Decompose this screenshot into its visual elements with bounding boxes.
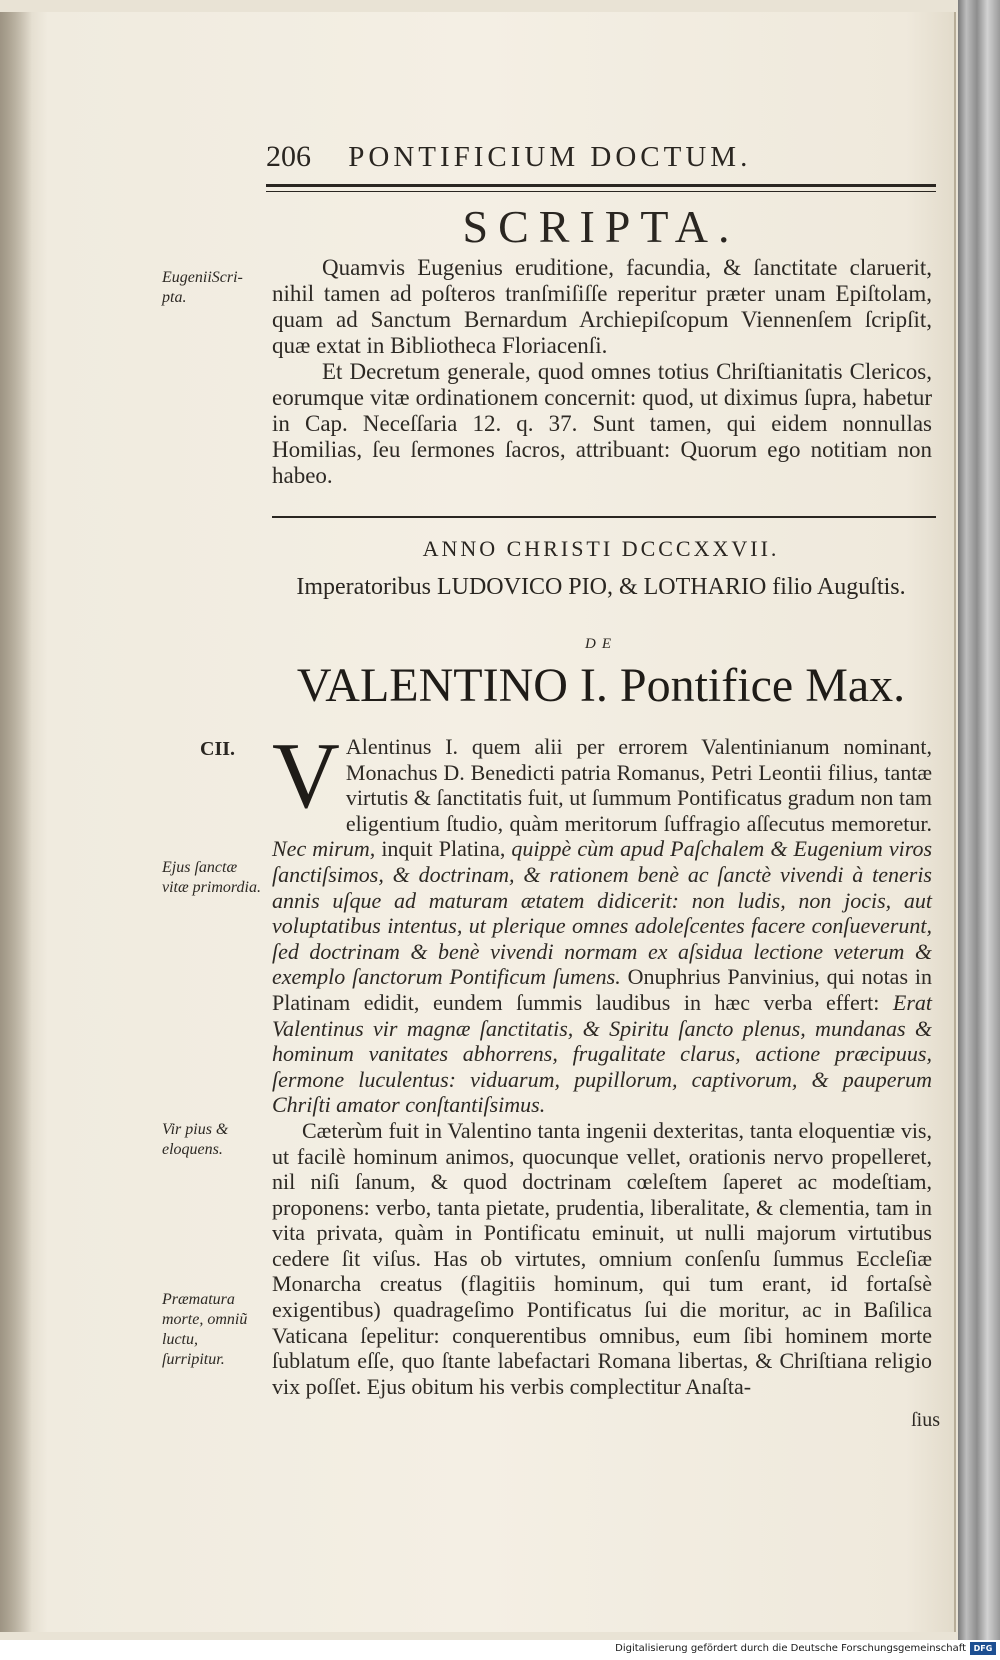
paragraph-1-end: Onuphrius Panvinius, qui notas in Platinam edidit, eundem ſummis laudibus in hæc verba effert:: [272, 964, 933, 1015]
main-text: [272, 724, 933, 1399]
footer-credit: Digitalisierung gefördert durch die Deutsche Forschungsgemeinschaft: [615, 1643, 966, 1654]
de-label: DE: [585, 636, 617, 652]
section-title: SCRIPTA.: [462, 201, 740, 252]
platina-quote: quippè cùm apud Paſchalem & Eugenium viros ſanctiſsimos, & doctrinam, & rationem benè ac ſanctè vivendi à teneris annis uſque ad maturam ætatem didicerit: non ludis, non jocis, aut voluptatibus intentus, ut plerique omnes adoleſcentes facere conſueverunt, ſed doctrinam & benè vivendi normam ex aſsidua lectione veterum & exemplo ſanctorum Pontificum ſumens.: [272, 836, 932, 990]
scripta-text: [272, 255, 932, 489]
quote-lead: Nec mirum,: [272, 836, 376, 862]
running-head: [266, 140, 866, 180]
chapter-number: CII.: [200, 738, 236, 760]
quote-attribution: inquit Platina,: [375, 836, 506, 862]
emperors-line: Imperatoribus LUDOVICO PIO, & LOTHARIO filio Auguſtis.: [296, 574, 906, 600]
margin-note-morte: Præmatura morte, omniũ luctu, ſurripitur.: [162, 1291, 248, 1368]
pope-title: VALENTINO I. Pontifice Max.: [296, 659, 906, 712]
header-rule: [266, 184, 936, 192]
section-rule: [272, 516, 936, 521]
margin-note-eugenii: EugeniiScri- pta.: [162, 269, 243, 306]
dfg-logo: DFG: [970, 1642, 996, 1655]
panvinius-quote: Erat Valentinus vir magnæ ſanctitatis, & Spiritu ſancto plenus, mundanas & hominum vanitates abhorrens, frugalitate clarus, actione præcipuus, ſermone luculentus: viduarum, pupillorum, captivorum, & pauperum Chriſti amator conſtantiſsimus.: [272, 989, 933, 1118]
footer-bar: [0, 1640, 1000, 1660]
paragraph-2: Cæterùm fuit in Valentino tanta ingenii dexteritas, tanta eloquentiæ vis, ut facilè hominum animos, quocunque vellet, orationis nervo propelleret, nil niſi ſanum, & quod doctrinam cœleſtem ſaperet ac modeſtiam, proponens: verbo, tanta pietate, prudentia, liberalitate, & clementia, tam in vita privata, quàm in Pontificatu eminuit, ut nulli majorum virtutibus cedere ſit viſus. Has ob virtutes, omnium conſenſu ſummus Eccleſiæ Monarcha creatus (flagitiis hominum, qui tum erant, id fortaſsè exigentibus) quadrageſimo Pontificatus ſui die moritur, ac in Baſilica Vaticana ſepelitur: conquerentibus omnibus, eum ſibi hominem morte ſublatum eſſe, quo ſtante labefactari Romana libertas, & Chriſtiana religio vix poſſet. Ejus obitum his verbis complectitur Anaſta-: [272, 1117, 932, 1399]
page-number: 206: [266, 140, 311, 173]
paragraph-1-start: Alentinus I. quem alii per errorem Valentinianum nominant, Monachus D. Benedicti patria Romanus, Petri Leontii filius, tantæ virtutis & ſanctitatis fuit, ut ſummum Pontificatus gradum non tam eligentium ſtudio, quàm meritorum ſuffragio aſſecutus memoretur.: [345, 734, 932, 836]
book-fore-edge: [958, 0, 1000, 1640]
catchword: ſius: [911, 1409, 940, 1431]
drop-cap: V: [272, 724, 340, 828]
margin-note-vitae: Ejus ſanctæ vitæ primordia.: [162, 859, 261, 896]
running-title: PONTIFICIUM DOCTUM.: [348, 141, 752, 173]
anno-heading: ANNO CHRISTI DCCCXXVII.: [422, 536, 780, 561]
scripta-paragraph-1: Quamvis Eugenius eruditione, facundia, & ſanctitate claruerit, nihil tamen ad poſteros tranſmiſiſſe reperitur præter unam Epiſtolam, quam ad Sanctum Bernardum Archiepiſcopum Viennenſem ſcripſit, quæ extat in Bibliotheca Floriacenſi.: [272, 255, 932, 358]
scripta-paragraph-2: Et Decretum generale, quod omnes totius Chriſtianitatis Clericos, eorumque vitæ ordinationem concernit: quod, ut diximus ſupra, habetur in Cap. Neceſſaria 12. q. 37. Sunt tamen, qui eidem nonnullas Homilias, ſeu ſermones ſacros, attribuant: Quorum ego notitiam non habeo.: [272, 359, 932, 488]
margin-note-pius: Vir pius & eloquens.: [162, 1121, 229, 1158]
gutter-shadow: [0, 12, 32, 1632]
